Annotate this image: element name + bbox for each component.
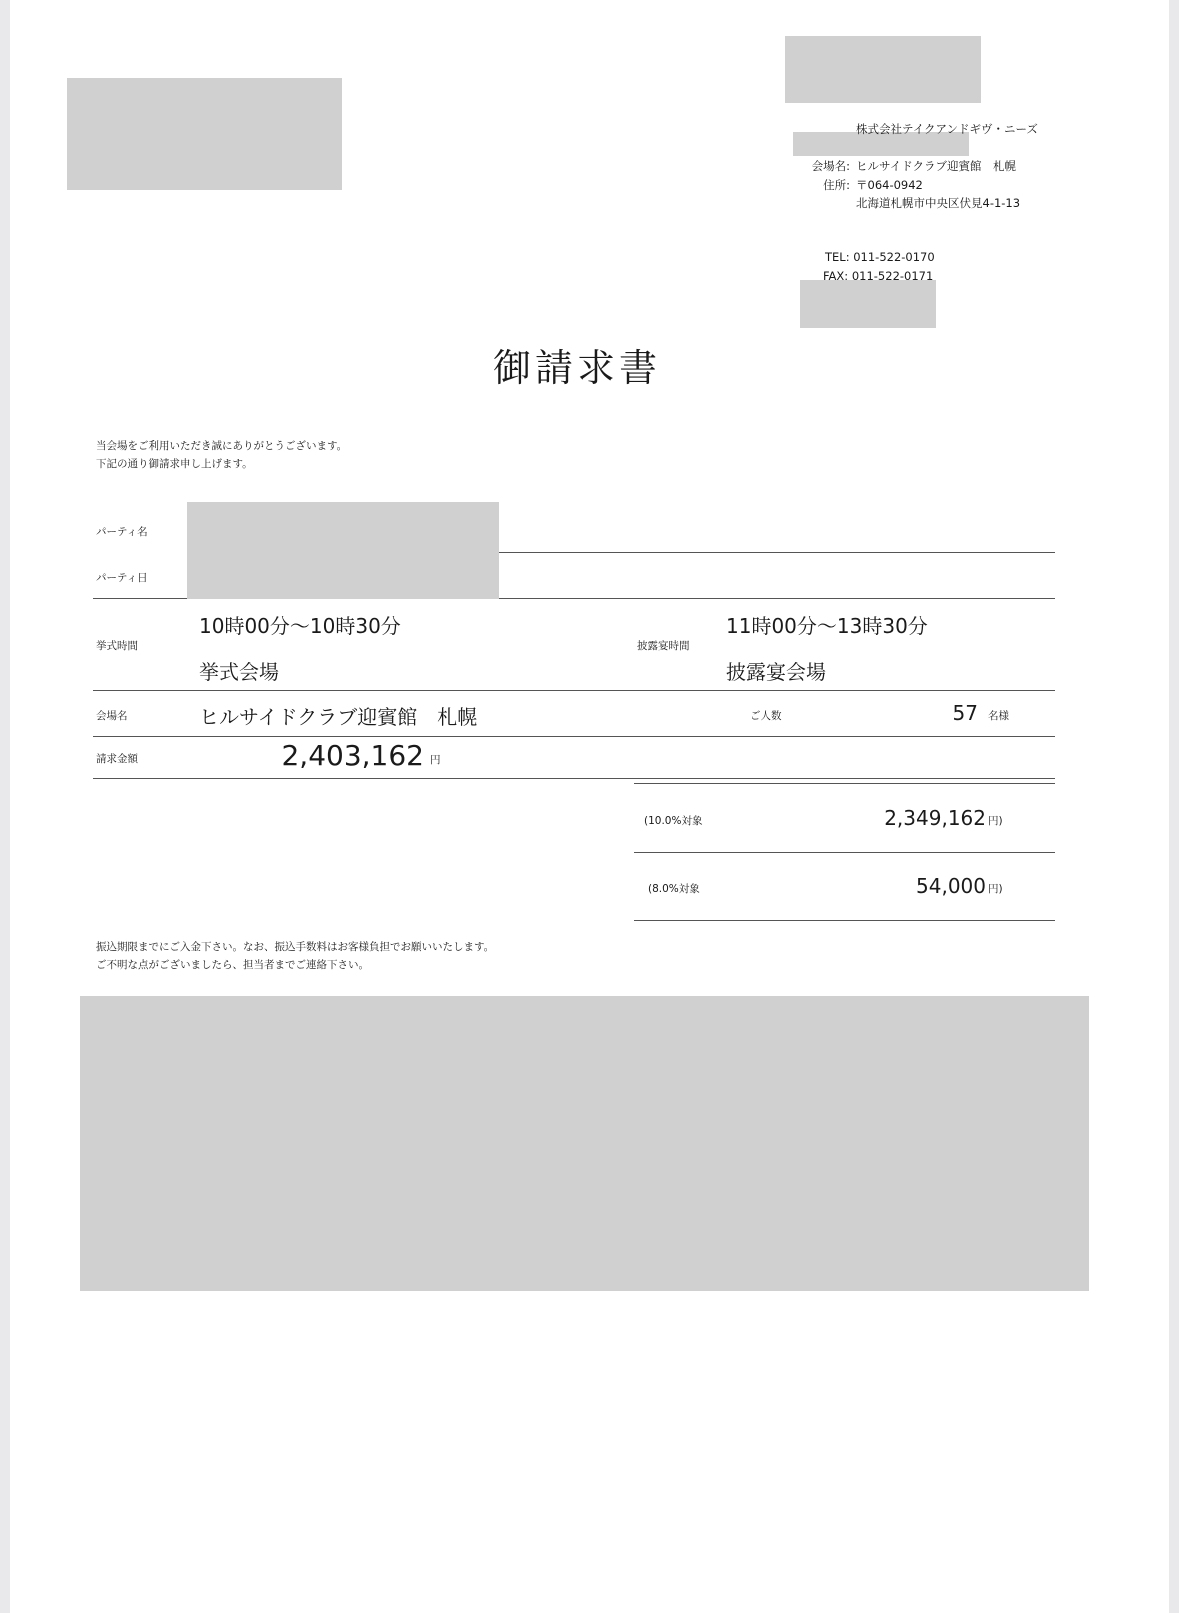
address: 北海道札幌市中央区伏見4-1-13 — [856, 196, 1021, 210]
redacted-stamp-block — [800, 280, 936, 328]
amount-value: 2,403,162 — [281, 739, 424, 772]
amount-unit: 円 — [430, 754, 441, 766]
divider-tax-top — [634, 783, 1055, 784]
tax-10-value: 2,349,162 — [884, 806, 986, 830]
document-title: 御請求書 — [493, 346, 662, 390]
party-date-label: パーティ日 — [96, 572, 148, 584]
tel: TEL: 011-522-0170 — [825, 250, 935, 264]
fax: FAX: 011-522-0171 — [823, 269, 934, 283]
amount-label: 請求金額 — [96, 753, 138, 765]
reception-time: 11時00分〜13時30分 — [726, 614, 928, 638]
redacted-party-info — [187, 502, 499, 599]
address-label: 住所: — [823, 178, 850, 192]
tax-8-label: (8.0%対象 — [648, 883, 700, 895]
divider-party-date-right — [499, 598, 1055, 599]
redacted-bank-info — [80, 996, 1089, 1291]
reception-venue: 披露宴会場 — [726, 660, 826, 684]
divider-party-name — [499, 552, 1055, 553]
guests-value: 57 — [952, 701, 978, 725]
divider-amount — [93, 778, 1055, 779]
ceremony-time: 10時00分〜10時30分 — [199, 614, 401, 638]
divider-venue — [93, 736, 1055, 737]
footer-note-line2: ご不明な点がございましたら、担当者までご連絡下さい。 — [96, 959, 369, 971]
invoice-page — [10, 0, 1169, 1613]
greeting-line2: 下記の通り御請求申し上げます。 — [96, 458, 253, 470]
venue-label: 会場名: — [811, 159, 850, 173]
greeting-line1: 当会場をご利用いただき誠にありがとうございます。 — [96, 440, 348, 452]
venue-name-label: 会場名 — [96, 710, 128, 722]
redacted-recipient-block — [67, 78, 342, 190]
guests-label: ご人数 — [750, 710, 782, 722]
divider-tax-10 — [634, 852, 1055, 853]
tax-10-label: (10.0%対象 — [644, 815, 703, 827]
guests-unit: 名様 — [988, 710, 1009, 722]
tax-8-unit: 円) — [988, 883, 1003, 895]
tax-10-unit: 円) — [988, 815, 1003, 827]
reception-time-label: 披露宴時間 — [637, 640, 690, 652]
footer-note-line1: 振込期限までにご入金下さい。なお、振込手数料はお客様負担でお願いいたします。 — [96, 941, 495, 953]
ceremony-venue: 挙式会場 — [199, 660, 279, 684]
divider-tax-8 — [634, 920, 1055, 921]
company-name: 株式会社テイクアンドギヴ・ニーズ — [856, 122, 1038, 136]
party-name-label: パーティ名 — [96, 526, 148, 538]
divider-times — [93, 690, 1055, 691]
redacted-logo-block — [785, 36, 981, 103]
ceremony-time-label: 挙式時間 — [96, 640, 138, 652]
venue-value: ヒルサイドクラブ迎賓館 札幌 — [856, 159, 1016, 173]
postal-code: 〒064-0942 — [856, 178, 923, 192]
divider-party-date-left — [93, 598, 187, 599]
venue-name: ヒルサイドクラブ迎賓館 札幌 — [199, 705, 478, 729]
tax-8-value: 54,000 — [916, 874, 986, 898]
